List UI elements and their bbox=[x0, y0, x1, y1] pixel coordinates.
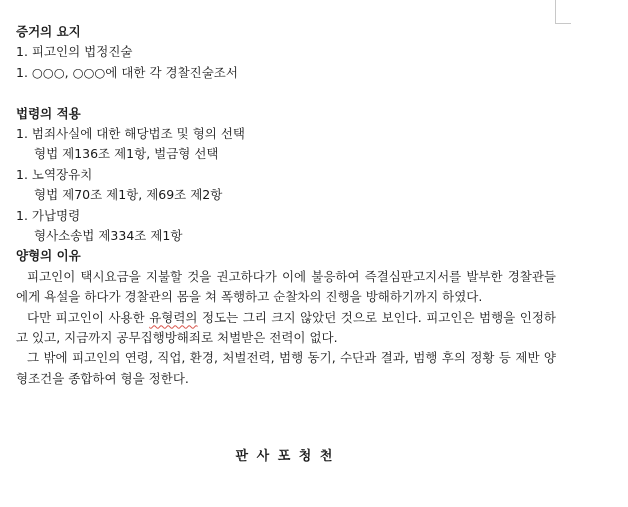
blank-line bbox=[16, 83, 556, 103]
sentencing-paragraph-2 bbox=[16, 308, 556, 349]
sentencing-paragraph-1: 피고인이 택시요금을 지불할 것을 권고하다가 이에 불응하여 즉결심판고지서를 발부한 경찰관들에게 욕설을 하다가 경찰관의 몸을 쳐 폭행하고 순찰차의 진행을 방해하기까지 하였다. bbox=[16, 268, 556, 305]
law-heading: 법령의 적용 bbox=[16, 105, 81, 121]
law-item-1: 1. 범죄사실에 대한 해당법조 및 형의 선택 bbox=[16, 125, 245, 141]
sentencing-paragraph-2-start: 다만 피고인이 사용한 bbox=[27, 309, 150, 325]
sentencing-heading: 양형의 이유 bbox=[16, 248, 81, 264]
law-item-3: 1. 가납명령 bbox=[16, 207, 81, 223]
law-item-1-detail: 형법 제136조 제1항, 벌금형 선택 bbox=[34, 146, 219, 162]
document-body[interactable] bbox=[16, 22, 556, 389]
spellcheck-flagged-word[interactable]: 유형력의 bbox=[149, 309, 198, 325]
evidence-item-2: 1. ○○○, ○○○에 대한 각 경찰진술조서 bbox=[16, 64, 238, 80]
evidence-item-1: 1. 피고인의 법정진술 bbox=[16, 44, 133, 60]
law-item-3-detail: 형사소송법 제334조 제1항 bbox=[34, 227, 183, 243]
judge-signature: 판 사 포 청 천 bbox=[235, 449, 335, 464]
law-item-2-detail: 형법 제70조 제1항, 제69조 제2항 bbox=[34, 187, 223, 203]
page-corner-marker bbox=[555, 0, 571, 24]
evidence-heading: 증거의 요지 bbox=[16, 24, 81, 39]
sentencing-paragraph-3: 그 밖에 피고인의 연령, 직업, 환경, 처벌전력, 범행 동기, 수단과 결과, 범행 후의 정황 등 제반 양형조건을 종합하여 형을 정한다. bbox=[16, 350, 556, 386]
sentencing-paragraph-2-end: 정도는 그리 크지 않았던 것으로 보인다. 피고인은 범행을 인정하고 있고, 지금까지 공무집행방해죄로 처벌받은 전력이 없다. bbox=[16, 309, 556, 345]
law-item-2: 1. 노역장유치 bbox=[16, 166, 93, 182]
